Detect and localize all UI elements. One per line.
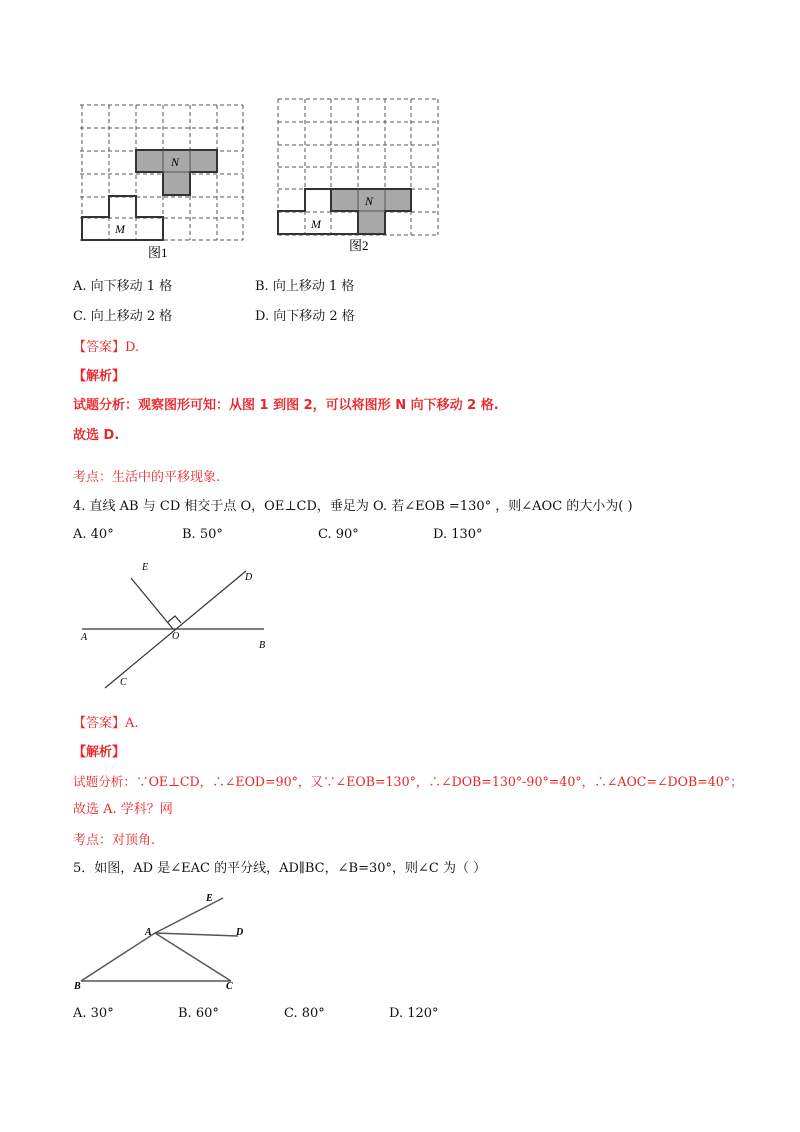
point-e-label: E	[142, 562, 149, 573]
shape-n-label: N	[171, 155, 180, 169]
option-b: B. 50°	[182, 527, 223, 542]
option-d: D. 向下移动 2 格	[255, 309, 355, 324]
option-c: C. 向上移动 2 格	[73, 309, 173, 324]
option-b: B. 60°	[178, 1006, 219, 1021]
point-d-label: D	[245, 572, 253, 583]
analysis-text: 试题分析：观察图形可知：从图 1 到图 2，可以将图形 N 向下移动 2 格.	[73, 398, 499, 413]
shape-m-label: M	[311, 217, 321, 231]
question-stem: 5．如图，AD 是∠EAC 的平分线，AD∥BC，∠B=30°，则∠C 为（ ）	[73, 861, 487, 876]
point-o-label: O	[172, 631, 180, 642]
option-d: D. 120°	[389, 1006, 439, 1021]
shape-m-label: M	[115, 222, 125, 236]
option-b: B. 向上移动 1 格	[255, 279, 355, 294]
option-a: A. 30°	[73, 1006, 114, 1021]
option-a: A. 向下移动 1 格	[73, 279, 173, 294]
point-d-label: D	[236, 927, 244, 938]
question-stem: 4. 直线 AB 与 CD 相交于点 O，OE⊥CD，垂足为 O. 若∠EOB =130° ，则∠AOC 的大小为( )	[73, 499, 633, 514]
analysis-tag: 【解析】	[73, 745, 126, 760]
analysis-tag: 【解析】	[73, 369, 126, 384]
answer-value: A.	[125, 716, 139, 731]
shape-n-label: N	[365, 194, 374, 208]
figure-caption: 图1	[148, 245, 168, 260]
point-c-label: C	[226, 981, 233, 992]
analysis-text: 试题分析：∵OE⊥CD，∴∠EOD=90°，又∵∠EOB=130°，∴∠DOB=130°-90°=40°，∴∠AOC=∠DOB=40°；	[73, 774, 743, 789]
intersecting-lines-figure	[78, 558, 288, 693]
answer-tag: 【答案】	[73, 340, 126, 355]
answer-value: D.	[125, 340, 140, 355]
option-c: C. 90°	[318, 527, 359, 542]
point-a-label: A	[81, 632, 88, 643]
point-b-label: B	[74, 981, 81, 992]
figure-caption: 图2	[349, 238, 369, 253]
grid-figure-1	[78, 100, 248, 265]
answer-line	[73, 716, 139, 732]
choice-text: 故选 A. 学科？网	[73, 802, 173, 817]
angle-bisector-figure	[73, 892, 273, 997]
grid-figure-2	[275, 93, 445, 258]
choice-text: 故选 D.	[73, 428, 120, 443]
option-a: A. 40°	[73, 527, 114, 542]
answer-line	[73, 340, 139, 356]
option-d: D. 130°	[433, 527, 483, 542]
point-e-label: E	[206, 893, 213, 904]
option-c: C. 80°	[284, 1006, 325, 1021]
topic-text: 考点：对顶角.	[73, 833, 156, 848]
point-b-label: B	[259, 640, 266, 651]
answer-tag: 【答案】	[73, 716, 126, 731]
topic-text: 考点：生活中的平移现象.	[73, 470, 221, 485]
point-a-label: A	[145, 927, 152, 938]
point-c-label: C	[120, 677, 127, 688]
